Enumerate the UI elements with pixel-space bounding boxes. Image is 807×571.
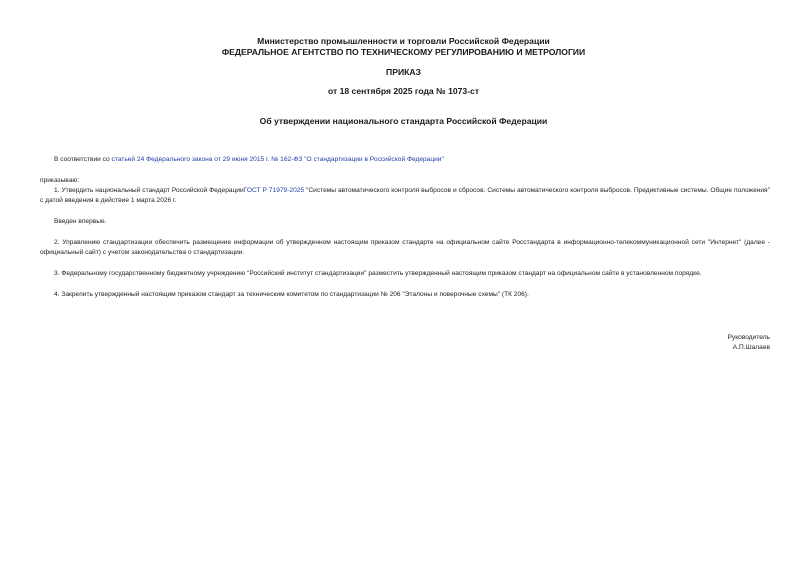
preamble-prefix: В соответствии со xyxy=(54,156,112,163)
signer-name: А.П.Шалаев xyxy=(732,344,770,351)
agency-heading: ФЕДЕРАЛЬНОЕ АГЕНТСТВО ПО ТЕХНИЧЕСКОМУ РЕГУЛИРОВАНИЮ И МЕТРОЛОГИИ xyxy=(221,47,586,57)
item-2: 2. Управлению стандартизации обеспечить размещение информации об утвержденном настоящим приказом стандарте на официальном сайте Росстандарта в информационно-телекоммуникационной сети "Интернет" (далее - официальный сайт) с учетом законодательства о стандартизации. xyxy=(40,239,770,256)
document-type: ПРИКАЗ xyxy=(386,67,421,77)
law-article-link[interactable]: статьей 24 Федерального закона от 29 июня 2015 г. № 162-ФЗ "О стандартизации в Российской Федерации" xyxy=(111,156,444,163)
item-3: 3. Федеральному государственному бюджетному учреждению "Российский институт стандартизации" разместить утвержденный настоящим приказом стандарт на официальном сайте в установленном порядке. xyxy=(54,270,702,277)
item-1-prefix: 1. Утвердить национальный стандарт Российской Федерации xyxy=(54,187,244,194)
item-1 xyxy=(40,186,770,206)
document-subject: Об утверждении национального стандарта Российской Федерации xyxy=(259,116,548,126)
order-word: приказываю: xyxy=(40,177,80,184)
date-number: от 18 сентября 2025 года № 1073-ст xyxy=(327,86,480,96)
item-1-suffix: "Системы автоматического контроля выбросов и сбросов. Системы автоматического контроля выбросов. Предиктивные системы. Общие положения" с датой введения в действие 1 марта 2026 г. xyxy=(40,187,770,204)
item-4: 4. Закрепить утвержденный настоящим приказом стандарт за техническим комитетом по стандартизации № 206 "Эталоны и поверочные схемы" (ТК 206). xyxy=(54,291,529,298)
introduced-note: Введен впервые. xyxy=(54,218,107,225)
ministry-heading: Министерство промышленности и торговли Российской Федерации xyxy=(257,36,550,46)
preamble xyxy=(40,155,770,165)
signer-position: Руководитель xyxy=(727,334,770,341)
gost-link[interactable]: ГОСТ Р 71979-2025 xyxy=(243,187,305,194)
